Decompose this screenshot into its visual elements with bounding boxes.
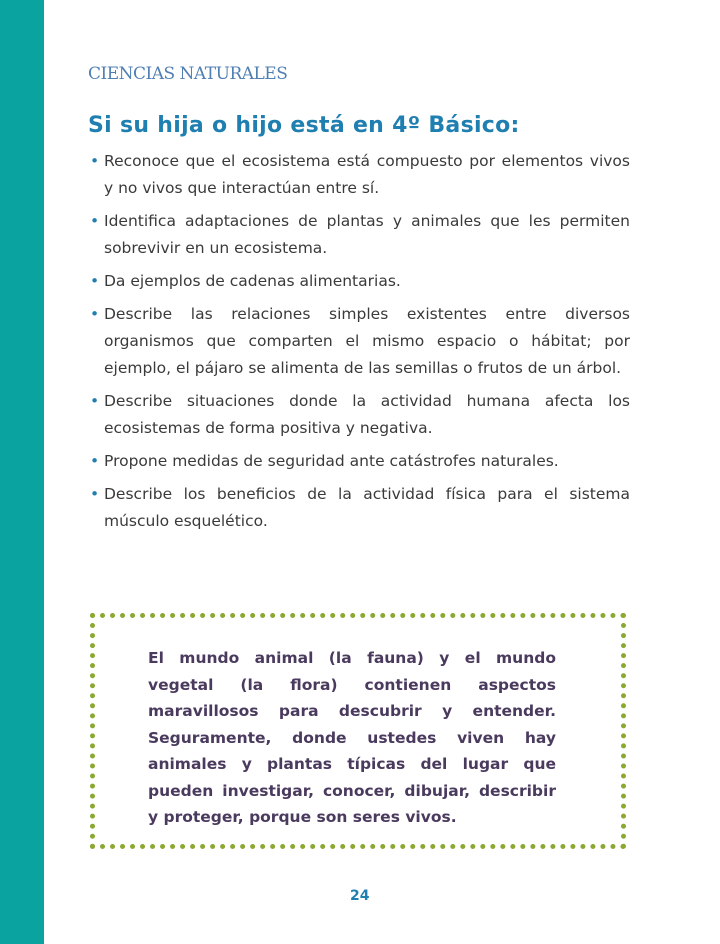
bullet-icon: • <box>90 212 100 230</box>
list-item: • Propone medidas de seguridad ante catástrofes naturales. <box>88 448 630 475</box>
section-title: Si su hija o hijo está en 4º Básico: <box>88 113 520 138</box>
bullet-icon: • <box>90 392 100 410</box>
list-item: • Describe los beneficios de la actividad física para el sistema músculo esquelético. <box>88 481 630 535</box>
info-box <box>90 613 626 849</box>
list-item: • Describe las relaciones simples existentes entre diversos organismos que comparten el mismo espacio o hábitat; por ejemplo, el pájaro se alimenta de las semillas o frutos de un árbol. <box>88 301 630 382</box>
bullet-icon: • <box>90 452 100 470</box>
learning-goals-list <box>88 148 630 541</box>
side-color-band <box>0 0 44 944</box>
list-item: • Da ejemplos de cadenas alimentarias. <box>88 268 630 295</box>
bullet-icon: • <box>90 485 100 503</box>
list-item: • Describe situaciones donde la actividad humana afecta los ecosistemas de forma positiva y negativa. <box>88 388 630 442</box>
bullet-icon: • <box>90 272 100 290</box>
info-box-text: El mundo animal (la fauna) y el mundo vegetal (la flora) contienen aspectos maravillosos para descubrir y entender. Seguramente, donde ustedes viven hay animales y plantas típicas del lugar que pueden investigar, conocer, dibujar, describir y proteger, porque son seres vivos. <box>148 649 556 826</box>
page-number: 24 <box>350 888 370 904</box>
list-item: • Reconoce que el ecosistema está compuesto por elementos vivos y no vivos que interactúan entre sí. <box>88 148 630 202</box>
bullet-icon: • <box>90 305 100 323</box>
subject-label: CIENCIAS NATURALES <box>88 64 288 84</box>
bullet-icon: • <box>90 152 100 170</box>
list-item: • Identifica adaptaciones de plantas y animales que les permiten sobrevivir en un ecosistema. <box>88 208 630 262</box>
